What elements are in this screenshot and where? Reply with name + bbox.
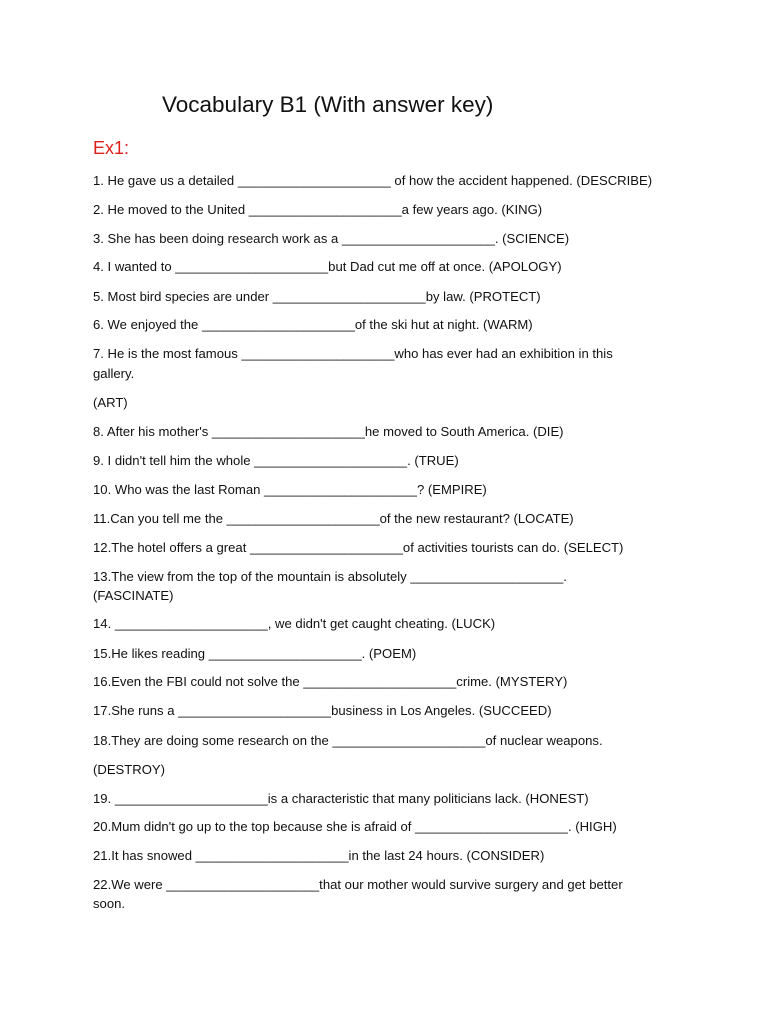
exercise-line: 19. _____________________is a characteristic that many politicians lack. (HONEST): [93, 791, 589, 806]
exercise-line: 1. He gave us a detailed _____________________ of how the accident happened. (DESCRIBE): [93, 173, 653, 188]
exercise-line: 15.He likes reading _____________________. (POEM): [93, 646, 417, 661]
exercise-line: 8. After his mother's _____________________he moved to South America. (DIE): [93, 424, 564, 439]
exercise-line: 9. I didn't tell him the whole _____________________. (TRUE): [93, 453, 459, 468]
exercise-line: 7. He is the most famous _____________________who has ever had an exhibition in this: [93, 346, 613, 361]
exercise-line: 20.Mum didn't go up to the top because she is afraid of _____________________. (HIGH): [93, 819, 617, 834]
exercise-line: 21.It has snowed _____________________in the last 24 hours. (CONSIDER): [93, 848, 545, 863]
exercise-line: 16.Even the FBI could not solve the _____________________crime. (MYSTERY): [93, 674, 568, 689]
document-title: Vocabulary B1 (With answer key): [162, 92, 494, 117]
exercise-line: 10. Who was the last Roman _____________________? (EMPIRE): [93, 482, 487, 497]
exercise-line: (ART): [93, 395, 128, 410]
exercise-line: 18.They are doing some research on the _____________________of nuclear weapons.: [93, 733, 603, 748]
exercise-line: 3. She has been doing research work as a _____________________. (SCIENCE): [93, 231, 570, 246]
exercise-line: 12.The hotel offers a great _____________________of activities tourists can do. (SELECT): [93, 540, 624, 555]
section-heading: Ex1:: [93, 138, 130, 158]
exercise-line: 13.The view from the top of the mountain is absolutely _____________________.: [93, 569, 567, 584]
exercise-line: 22.We were _____________________that our mother would survive surgery and get better: [93, 877, 623, 892]
exercise-line: 11.Can you tell me the _____________________of the new restaurant? (LOCATE): [93, 511, 574, 526]
exercise-line: gallery.: [93, 366, 135, 381]
exercise-line: 14. _____________________, we didn't get caught cheating. (LUCK): [93, 616, 496, 631]
exercise-line: 17.She runs a _____________________business in Los Angeles. (SUCCEED): [93, 703, 552, 718]
exercise-line: 2. He moved to the United _____________________a few years ago. (KING): [93, 202, 543, 217]
exercise-line: 6. We enjoyed the _____________________of the ski hut at night. (WARM): [93, 317, 533, 332]
exercise-line: soon.: [93, 896, 126, 911]
exercise-line: 4. I wanted to _____________________but Dad cut me off at once. (APOLOGY): [93, 259, 562, 274]
exercise-line: 5. Most bird species are under _____________________by law. (PROTECT): [93, 289, 541, 304]
exercise-line: (FASCINATE): [93, 588, 174, 603]
exercise-line: (DESTROY): [93, 762, 166, 777]
